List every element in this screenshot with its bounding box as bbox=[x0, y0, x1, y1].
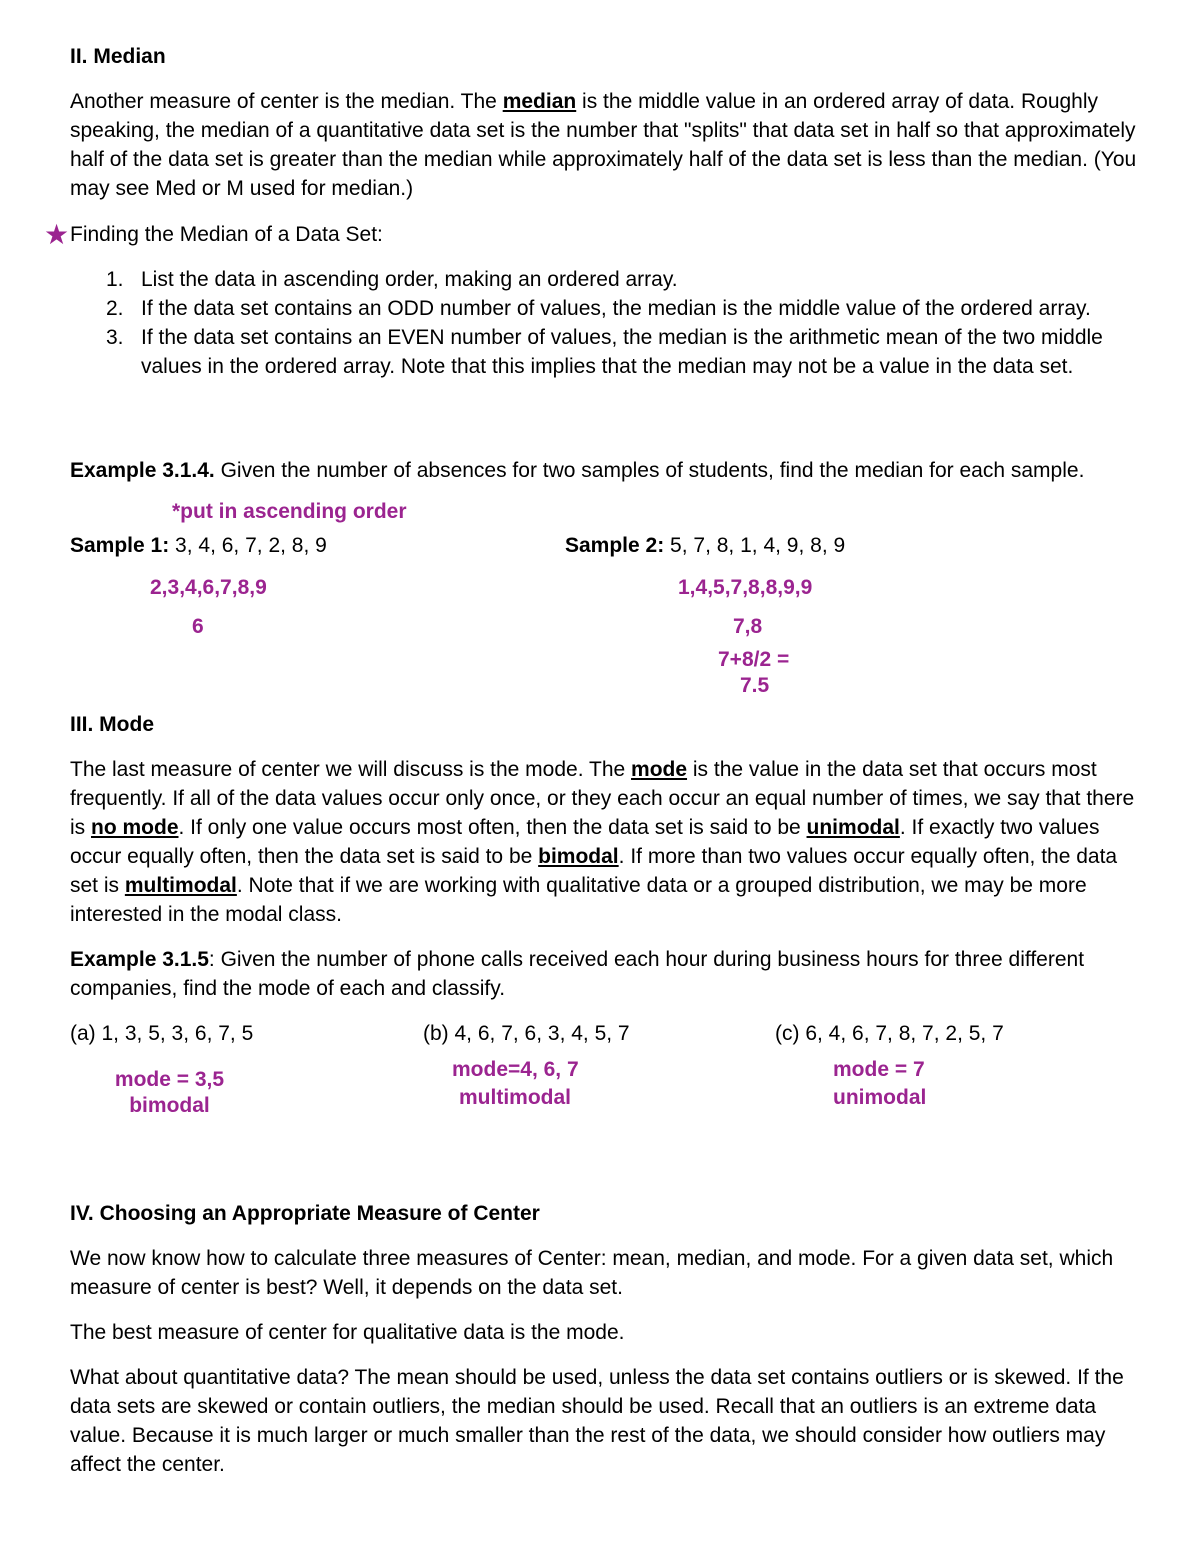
term-mode: mode bbox=[631, 758, 688, 781]
term-multimodal: multimodal bbox=[124, 874, 237, 897]
sample-2-median: 7.5 bbox=[740, 674, 770, 697]
mode-answer-c: mode = 7 bbox=[833, 1058, 925, 1081]
sample-1: Sample 1: 3, 4, 6, 7, 2, 8, 9 bbox=[70, 534, 327, 557]
class-answer-b: multimodal bbox=[459, 1086, 572, 1109]
example-3-1-4: Example 3.1.4. Given the number of absences for two samples of students, find the median for each sample. bbox=[70, 459, 1085, 482]
list-item: 1. List the data in ascending order, making an ordered array. bbox=[106, 268, 678, 291]
example-3-1-5: Example 3.1.5: Given the number of phone calls received each hour during business hours for three different companies, find the mode of each and classify. bbox=[70, 948, 1085, 1000]
data-set-b: (b) 4, 6, 7, 6, 3, 4, 5, 7 bbox=[423, 1022, 630, 1045]
finding-median-title: Finding the Median of a Data Set: bbox=[70, 223, 383, 246]
term-median: median bbox=[502, 90, 577, 113]
data-set-c: (c) 6, 4, 6, 7, 8, 7, 2, 5, 7 bbox=[775, 1022, 1004, 1045]
data-set-a: (a) 1, 3, 5, 3, 6, 7, 5 bbox=[70, 1022, 254, 1045]
median-heading: II. Median bbox=[70, 45, 166, 68]
star-icon: ★ bbox=[44, 219, 70, 250]
class-answer-a: bimodal bbox=[129, 1094, 210, 1117]
term-unimodal: unimodal bbox=[806, 816, 900, 839]
mode-answer-b: mode=4, 6, 7 bbox=[452, 1058, 579, 1081]
term-bimodal: bimodal bbox=[538, 845, 619, 868]
sample-2: Sample 2: 5, 7, 8, 1, 4, 9, 8, 9 bbox=[565, 534, 846, 557]
sample-2-middle-values: 7,8 bbox=[733, 615, 763, 638]
list-item: 2. If the data set contains an ODD number of values, the median is the middle value of the ordered array. bbox=[106, 297, 1091, 320]
sample-1-median: 6 bbox=[192, 615, 204, 638]
term-no-mode: no mode bbox=[91, 816, 179, 839]
median-definition-paragraph: Another measure of center is the median. The median is the middle value in an ordered array of data. Roughly speaking, the median of a quantitative data set is the number that "splits" that data set in half so that approximately half of the data set is greater than the median while approximately half of the data set is less than the median. (You may see Med or M used for median.) bbox=[70, 90, 1137, 200]
class-answer-c: unimodal bbox=[833, 1086, 927, 1109]
mode-definition-paragraph: The last measure of center we will discuss is the mode. The mode is the value in the data set that occurs most frequently. If all of the data values occur only once, or they each occur an equal number of times, we say that there is no mode. If only one value occurs most often, then the data set is said to be unimodal. If exactly two values occur equally often, then the data set is said to be bimodal. If more than two values occur equally often, the data set is multimodal. Note that if we are working with qualitative data or a grouped distribution, we may be more interested in the modal class. bbox=[70, 758, 1135, 926]
mode-answer-a: mode = 3,5 bbox=[114, 1068, 225, 1091]
mode-heading: III. Mode bbox=[70, 713, 154, 736]
choosing-paragraph-3: What about quantitative data? The mean should be used, unless the data set contains outliers or is skewed. If the data sets are skewed or contain outliers, the median should be used. Recall that an outliers is an extreme data value. Because it is much larger or much smaller than the rest of the data, we should consider how outliers may affect the center. bbox=[70, 1366, 1124, 1476]
annotation-ascending-order: *put in ascending order bbox=[172, 500, 407, 523]
list-item: 3. If the data set contains an EVEN number of values, the median is the arithmetic mean of the two middle values in the ordered array. Note that this implies that the median may not be a value in the data set. bbox=[106, 326, 1103, 378]
sample-1-sorted: 2,3,4,6,7,8,9 bbox=[150, 576, 267, 599]
median-steps-list bbox=[70, 265, 1140, 381]
sample-2-calculation: 7+8/2 = bbox=[718, 648, 790, 671]
choosing-paragraph-1: We now know how to calculate three measures of Center: mean, median, and mode. For a given data set, which measure of center is best? Well, it depends on the data set. bbox=[70, 1247, 1114, 1299]
choosing-heading: IV. Choosing an Appropriate Measure of Center bbox=[70, 1202, 540, 1225]
sample-2-sorted: 1,4,5,7,8,8,9,9 bbox=[678, 576, 813, 599]
choosing-paragraph-2: The best measure of center for qualitative data is the mode. bbox=[70, 1321, 625, 1344]
